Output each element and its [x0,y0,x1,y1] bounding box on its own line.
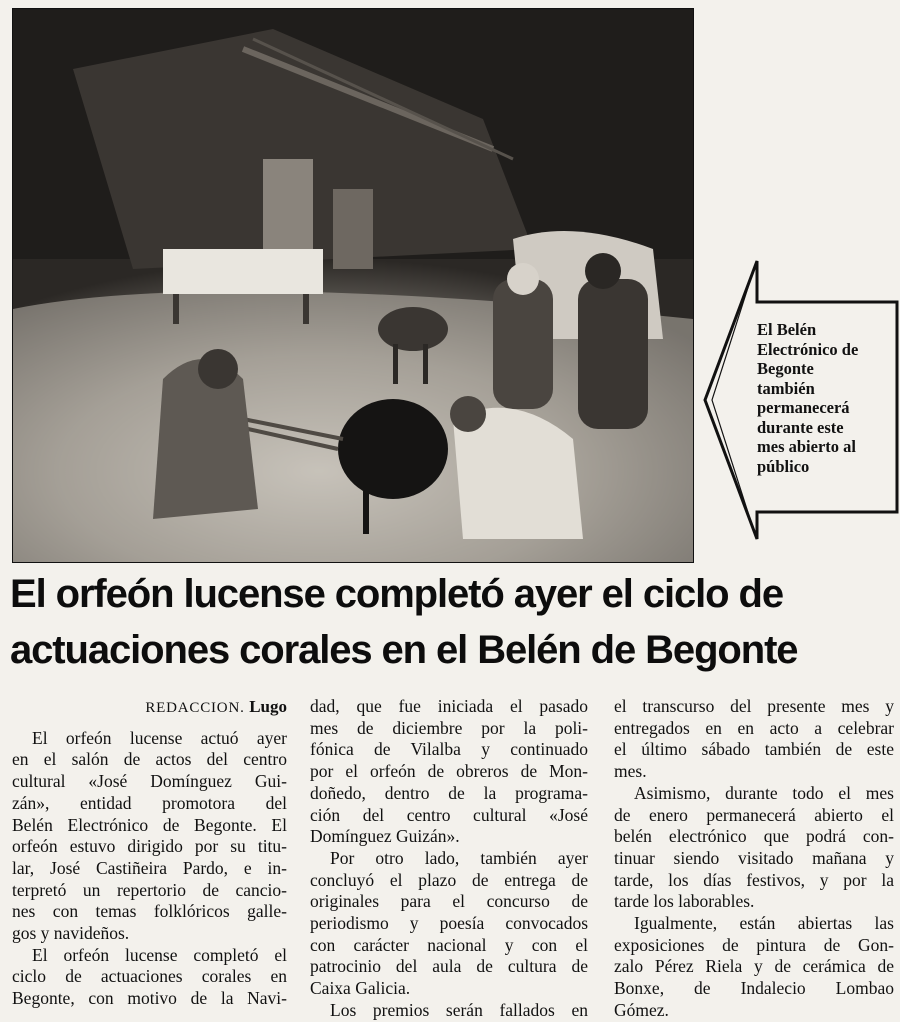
callout-line: Begonte [757,359,814,378]
text-line: con carácter nacional y con el [310,934,588,955]
text-line: Los premios serán fallados en [330,999,588,1020]
text-line: exposiciones de pintura de Gon- [614,934,894,955]
text-line: en el salón de actos del centro [12,749,287,770]
text-line: Belén Electrónico de Begonte. El [12,814,287,835]
text-line: El orfeón lucense completó el [32,944,287,965]
text-line: Begonte, con motivo de la Navi- [12,988,287,1009]
text-line: fónica de Vilalba y continuado [310,739,588,760]
text-line: dad, que fue iniciada el pasado [310,696,588,716]
text-line: terpretó un repertorio de cancio- [12,879,287,900]
text-line: mes de diciembre por la poli- [310,717,588,738]
callout-line: durante este [757,417,844,437]
text-line: zán», entidad promotora del [12,792,287,813]
text-line: originales para el concurso de [310,891,588,912]
article-column-1 [12,696,287,1010]
text-line: gos y navideños. [12,923,130,944]
text-line: el último sábado también de este [614,739,894,760]
text-line: mes. [614,761,647,782]
callout-line: Electrónico de [757,339,859,359]
text-line: de enero permanecerá abierto el [614,804,894,825]
text-line: Bonxe, de Indalecio Lombao [614,978,894,999]
headline-line-1: El orfeón lucense completó ayer el ciclo de [10,572,783,616]
text-line: Domínguez Guizán». [310,826,460,847]
text-line: zalo Pérez Riela y de cerámica de [614,956,894,977]
nativity-scene-illustration [13,9,693,562]
byline-city: Lugo [249,697,287,716]
text-line: Igualmente, están abiertas las [634,913,894,934]
text-line: ción del centro cultural «José [310,804,588,825]
text-line: El orfeón lucense actuó ayer [32,727,287,748]
byline-agency: REDACCION. [145,700,245,716]
text-line: tarde, los días festivos, y por la [614,869,894,890]
text-line: Caixa Galicia. [310,978,411,999]
text-line: tinuar siendo visitado mañana y [614,847,894,868]
text-line: Gómez. [614,999,669,1020]
text-line: lar, José Castiñeira Pardo, e in- [12,857,287,878]
text-line: orfeón estuvo dirigido por su titu- [12,836,287,857]
headline [10,566,890,678]
text-line: concluyó el plazo de entrega de [310,869,588,890]
text-line: por el orfeón de obreros de Mon- [310,761,588,782]
text-line: nes con temas folklóricos galle- [12,901,287,922]
nativity-photo [12,8,694,563]
text-line: patrocinio del aula de cultura de [310,956,588,977]
callout-line: también [757,378,815,398]
text-line: Por otro lado, también ayer [330,847,588,868]
callout-text [757,320,900,476]
callout-line: público [757,456,810,476]
text-line: Asimismo, durante todo el mes [634,782,894,803]
text-line: el transcurso del presente mes y [614,696,894,716]
text-line: doñedo, dentro de la programa- [310,782,588,803]
callout-line: permanecerá [757,398,850,417]
article-column-3 [614,696,894,1022]
text-line: cultural «José Domínguez Gui- [12,771,287,792]
byline [12,696,287,720]
article-column-2 [310,696,588,1022]
text-line: ciclo de actuaciones corales en [12,966,287,987]
callout-line: El Belén [757,320,817,339]
headline-line-2: actuaciones corales en el Belén de Begonte [10,628,798,672]
text-line: tarde los laborables. [614,891,755,912]
text-line: belén electrónico que podrá con- [614,826,894,847]
text-line: periodismo y poesía convocados [310,913,588,934]
text-line: entregados en en acto a celebrar [614,717,894,738]
callout-line: mes abierto al [757,437,856,456]
